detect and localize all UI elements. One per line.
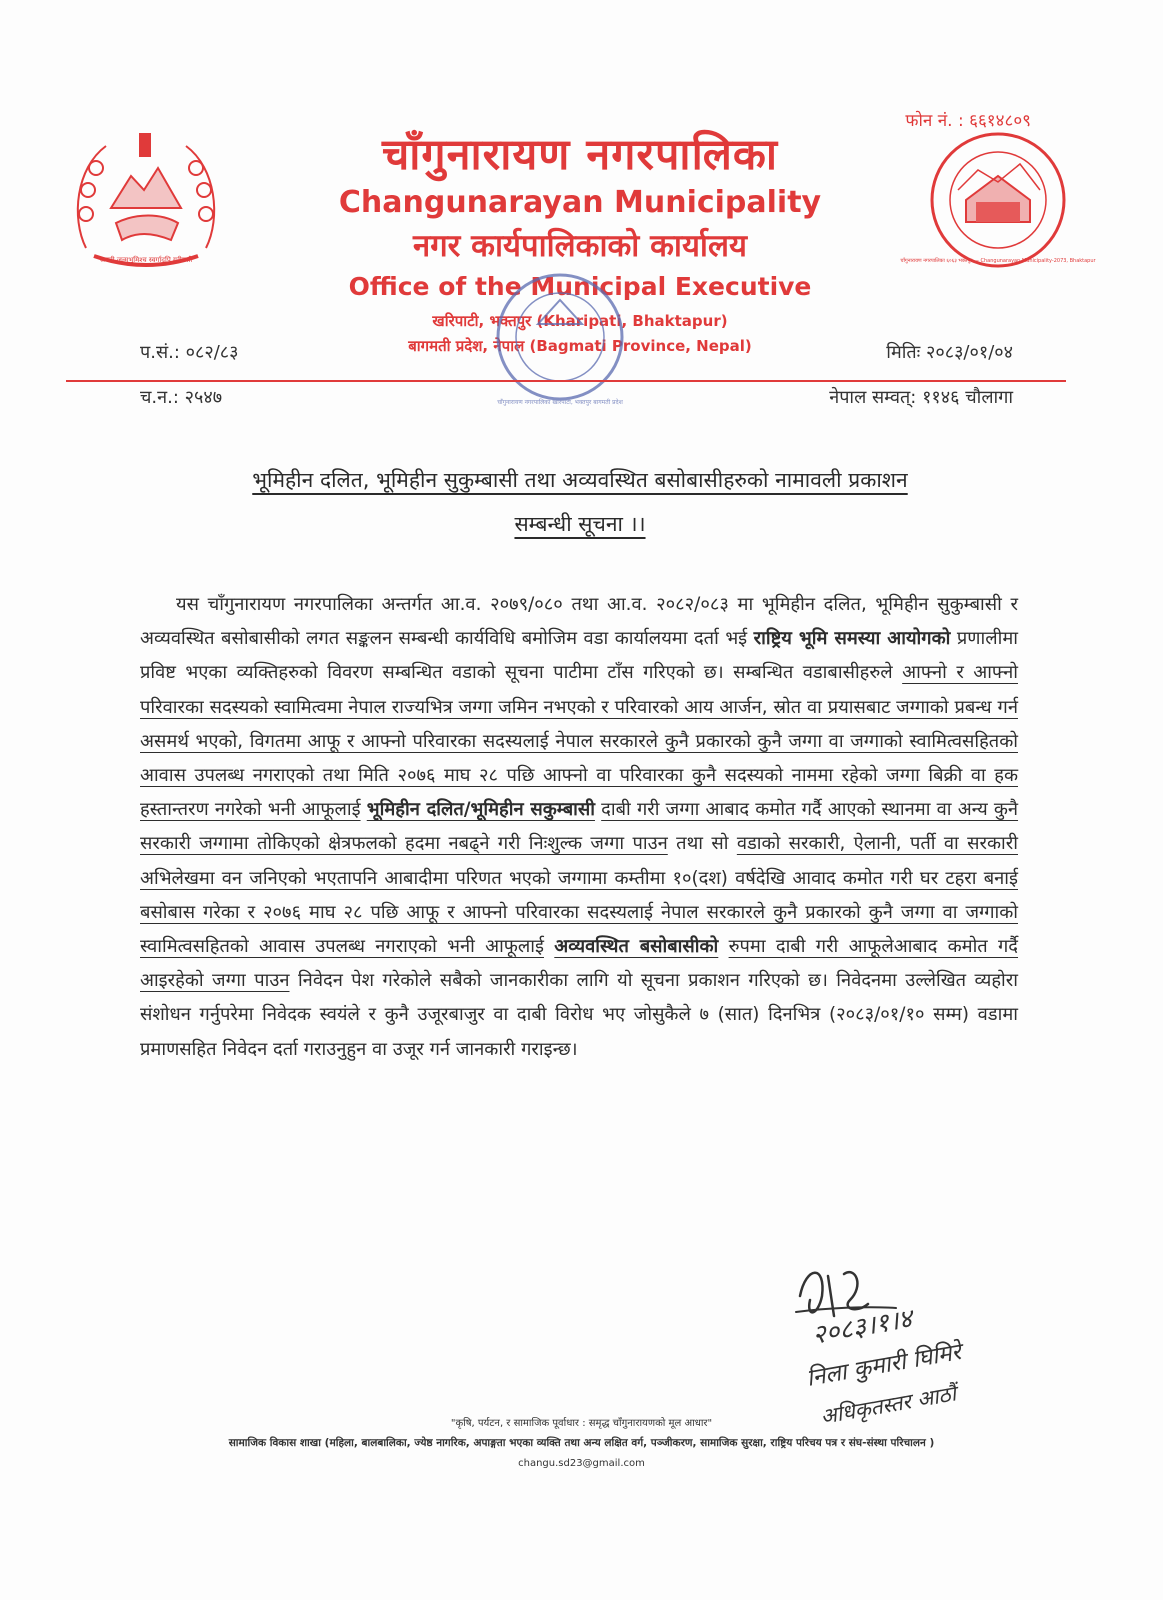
footer-branch: सामाजिक विकास शाखा (महिला, बालबालिका, ज्येष्ठ नागरिक, अपाङ्गता भएका व्यक्ति तथा अन्य लक्षित वर्ग, पञ्जीकरण, सामाजिक सुरक्षा, राष्ट्रिय परिचय पत्र र संघ-संस्था परिचालन ) [228,1437,935,1449]
notice-body [140,588,1018,1067]
letter-number: प.सं.: ०८२/८३ [140,342,239,363]
body-part-8: वडाको सरकारी, ऐलानी, पर्ती वा सरकारी अभिलेखमा वन जनिएको भएतापनि आबादीमा परिणत भएको जग्गामा कम्तीमा १०(दश) वर्षदेखि आवाद कमोत गरी घर टहरा बनाई बसोबास गरेका र २०७६ माघ २८ पछि आफू र आफ्नो परिवारका सदस्यलाई नेपाल सरकारले कुनै प्रकारको कुनै जग्गा वा जग्गाको स्वामित्वसहितको आवास उपलब्ध नगराएको भनी आफूलाई [140,833,1018,958]
body-landless-label: भूमिहीन दलित/भूमिहीन सकुम्बासी [366,799,595,821]
body-part-3: प्रणालीमा प्रविष्ट भएका व्यक्तिहरुको विवरण सम्बन्धित वडाको सूचना पाटीमा टाँस गरिएको छ। सम्बन्धित वडाबासीहरुले [140,628,1019,684]
body-part-10: रुपमा दाबी गरी आफूलेआबाद कमोत गर्दै आइरहेको जग्गा पाउन [140,936,1019,992]
stamp-text: चाँगुनारायण नगरपालिका खरिपाटी, भक्तपुर बागमती प्रदेश [497,399,623,406]
signature-date: २०८३।१।४ [810,1303,915,1351]
office-name-en: Office of the Municipal Executive [348,272,812,301]
municipality-seal-icon [900,130,1096,270]
municipality-name-np: चाँगुनारायण नगरपालिका [381,130,779,180]
signatory-designation: अधिकृतस्तर आठौं [818,1381,958,1429]
phone-number: फोन नं. : ६६१४८०९ [905,111,1031,131]
footer-email: changu.sd23@gmail.com [518,1458,645,1469]
subject-line-1: भूमिहीन दलित, भूमिहीन सुकुम्बासी तथा अव्यवस्थित बसोबासीहरुको नामावली प्रकाशन [252,468,908,492]
address-line-1: खरिपाटी, भक्तपुर (Kharipati, Bhaktapur) [432,312,728,330]
body-part-6: दाबी गरी जग्गा आबाद कमोत गर्दै आएको स्थानमा वा अन्य कुनै सरकारी जग्गामा तोकिएको क्षेत्रफलको हदमा नबढ्ने गरी निःशुल्क जग्गा पाउन [140,799,1019,855]
seal-text: चाँगुनारायण नगरपालिका ६०६३ भक्तपुर — Changunarayan Municipality-2073, Bhaktapur [900,258,1096,264]
nepal-emblem-icon [66,128,226,280]
body-part-4: आफ्नो र आफ्नो परिवारका सदस्यको स्वामित्वमा नेपाल राज्यभित्र जग्गा जमिन नभएको र परिवारको आय आर्जन, स्रोत वा प्रयासबाट जग्गाको प्रबन्ध गर्न असमर्थ भएको, विगतमा आफू र आफ्नो परिवारका सदस्यलाई नेपाल सरकारले कुनै प्रकारको कुनै जग्गा वा जग्गाको स्वामित्वसहितको आवास उपलब्ध नगराएको तथा मिति २०७६ माघ २८ पछि आफ्नो वा परिवारका कुनै सदस्यको नाममा रहेको जग्गा बिक्री वा हक हस्तान्तरण नगरेको भनी आफूलाई [140,662,1018,821]
subject-line-2: सम्बन्धी सूचना ।। [514,512,646,536]
body-part-11: निवेदन पेश गरेकोले सबैको जानकारीका लागि यो सूचना प्रकाशन गरिएको छ। निवेदनमा उल्लेखित व्यहोरा संशोधन गर्नुपरेमा निवेदक स्वयंले र कुनै उजूरबाजुर वा दाबी विरोध भए जोसुकैले ७ (सात) दिनभित्र (२०८३/०१/१० सम्म) वडामा प्रमाणसहित निवेदन दर्ता गराउनुहुन वा उजूर गर्न जानकारी गराइन्छ। [140,970,1019,1060]
footer-motto: "कृषि, पर्यटन, र सामाजिक पूर्वाधार : समृद्ध चाँगुनारायणको मूल आधार" [450,1418,713,1429]
body-commission-name: राष्ट्रिय भूमि समस्या आयोगको [753,628,951,650]
office-stamp-icon [490,262,630,412]
office-name-np: नगर कार्यपालिकाको कार्यालय [413,228,747,264]
nepal-samvat-date: नेपाल सम्वत्: ११४६ चौलागा [829,387,1013,408]
body-part-1: यस चाँगुनारायण नगरपालिका अन्तर्गत आ.व. २०७९/०८० तथा आ.व. २०८२/०८३ मा भूमिहीन दलित, भूमिहीन सुकुम्बासी र अव्यवस्थित बसोबासीको लगत सङ्कलन सम्बन्धी कार्यविधि बमोजिम वडा कार्यालयमा दर्ता भई [140,594,1018,650]
address-line-2: बागमती प्रदेश, नेपाल (Bagmati Province, Nepal) [408,337,752,355]
emblem-caption: जननी जन्मभूमिश्च स्वर्गादपि गरीयसी [99,256,193,264]
header-divider [66,380,1066,382]
municipality-name-en: Changunarayan Municipality [338,185,822,220]
notice-subject [130,458,1030,546]
body-part-7: तथा सो [676,833,729,855]
letter-date: मितिः २०८३/०१/०४ [886,342,1013,363]
signatory-name: निला कुमारी घिमिरे [804,1339,963,1392]
body-informal-settler-label: अव्यवस्थित बसोबासीको [554,936,719,958]
dispatch-number: च.न.: २५४७ [140,387,223,408]
